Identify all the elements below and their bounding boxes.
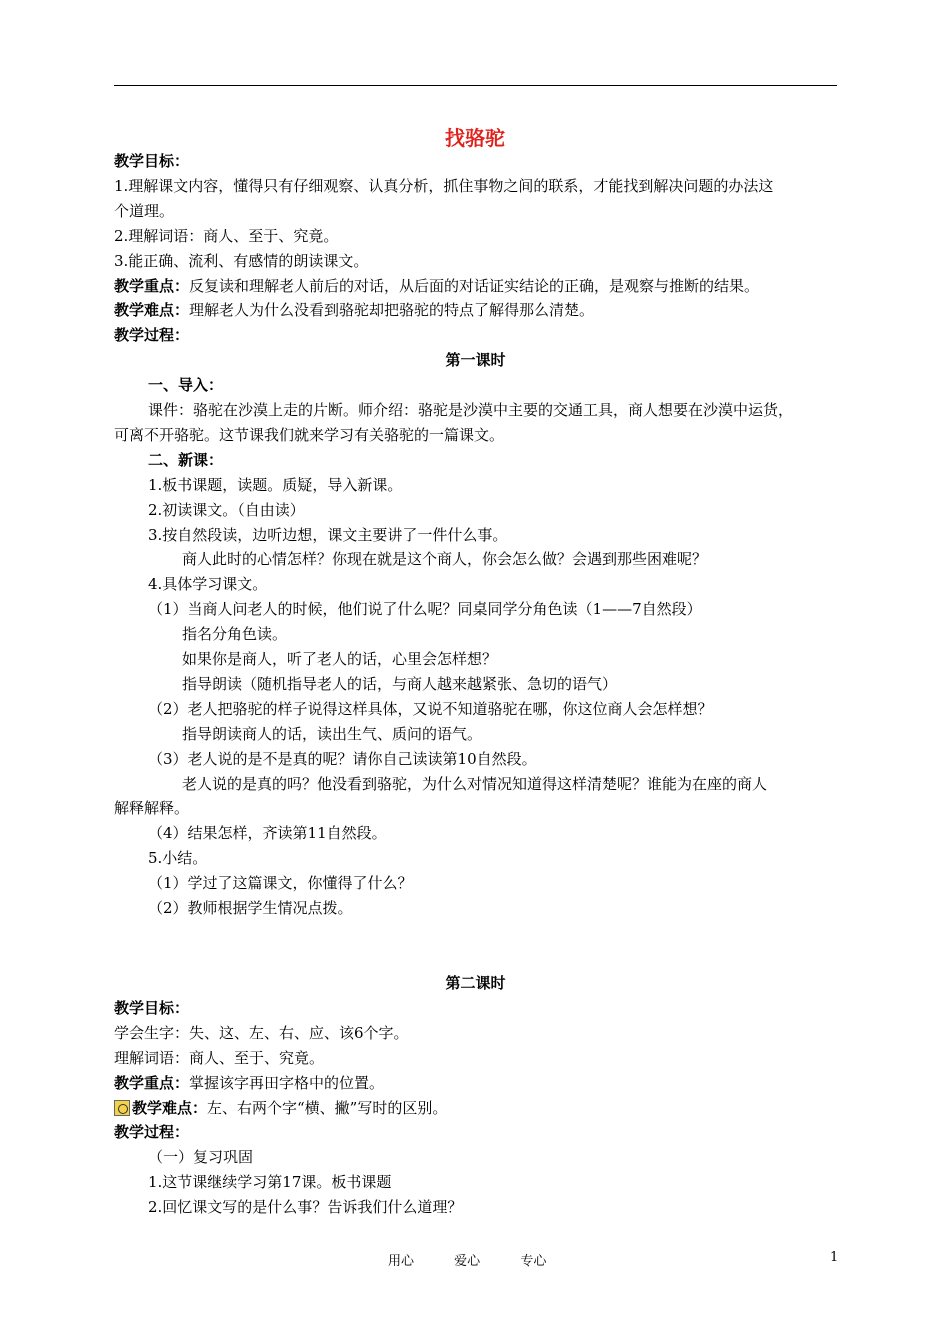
content: 商人此时的心情怎样？你现在就是这个商人，你会怎么做？会遇到那些困难呢？ [182,550,708,569]
label: 教学过程： [114,1123,190,1142]
content: 4.具体学习课文。 [148,575,268,594]
content: 3.按自然段读，边听边想，课文主要讲了一件什么事。 [148,525,508,544]
content: 掌握该字再田字格中的位置。 [189,1073,385,1092]
header-rule [114,85,837,86]
content: 学会生字：失、这、左、右、应、该6个字。 [114,1023,409,1042]
text-line [114,251,837,271]
label: 教学重点： [114,276,190,295]
text-line [114,400,871,420]
content: 如果你是商人，听了老人的话，心里会怎样想？ [182,650,498,668]
content: （3）老人说的是不是真的呢？请你自己读读第10自然段。 [148,749,537,768]
text-line [114,425,837,445]
text-line [114,375,871,395]
text-line [114,1147,871,1167]
text-line [114,1073,837,1093]
text-line [114,749,871,769]
text-line [114,276,837,296]
text-line [114,325,837,345]
text-line [114,201,837,221]
page-number: 1 [830,1250,839,1265]
text-line [114,151,837,171]
text-line [114,599,871,619]
content: 个道理。 [114,201,175,220]
section-heading: 第二课时 [445,974,506,992]
text-line [114,300,837,320]
text-line [114,774,905,794]
content: （4）结果怎样，齐读第11自然段。 [148,824,387,843]
text-line [114,873,871,893]
content: 指导朗读商人的话，读出生气、质问的语气。 [182,724,483,743]
text-line [114,549,905,569]
document-title: 找骆驼 [445,126,505,150]
text-line [114,525,871,545]
text-line [114,1172,871,1192]
text-line [114,1122,837,1142]
text-line [114,998,837,1018]
text-line [114,674,905,694]
text-line [114,624,905,644]
footer-item: 专心 [520,1254,547,1269]
content: 1.板书课题，读题。质疑，导入新课。 [148,475,403,494]
content: 老人说的是真的吗？他没看到骆驼，为什么对情况知道得这样清楚呢？谁能为在座的商人 [182,774,768,793]
label: 教学过程： [114,326,190,345]
content: 2.回忆课文写的是什么事？告诉我们什么道理？ [148,1198,463,1217]
content: 1.这节课继续学习第17课。板书课题 [148,1173,392,1192]
content: 2.理解词语：商人、至于、究竟。 [114,226,339,245]
text-line [114,1098,837,1118]
text-line [114,1023,837,1043]
footer-item: 用心 [388,1254,415,1269]
content: 2.初读课文。（自由读） [148,500,305,519]
content: 反复读和理解老人前后的对话，从后面的对话证实结论的正确，是观察与推断的结果。 [189,276,760,295]
content: （2）老人把骆驼的样子说得这样具体，又说不知道骆驼在哪，你这位商人会怎样想？ [148,699,713,718]
content: 指导朗读（随机指导老人的话，与商人越来越紧张、急切的语气） [182,674,618,693]
text-line [114,699,871,719]
content: 可离不开骆驼。这节课我们就来学习有关骆驼的一篇课文。 [114,425,505,444]
text-line [114,823,871,843]
label: 教学重点： [114,1073,190,1092]
text-line [114,176,837,196]
text-line [114,574,871,594]
content: 1.理解课文内容，懂得只有仔细观察、认真分析，抓住事物之间的联系，才能找到解决问题的办法这 [114,176,774,195]
note-icon [114,1100,130,1116]
footer-item: 爱心 [454,1254,481,1269]
content: 3.能正确、流利、有感情的朗读课文。 [114,251,369,270]
content: 解释解释。 [114,799,190,818]
label: 教学难点： [132,1098,208,1117]
text-line [114,898,871,918]
label: 教学难点： [114,301,190,320]
content: （1）学过了这篇课文，你懂得了什么？ [148,874,413,893]
label: 教学目标： [114,152,190,170]
content: 课件：骆驼在沙漠上走的片断。师介绍：骆驼是沙漠中主要的交通工具，商人想要在沙漠中运货， [148,401,794,419]
content: 理解词语：商人、至于、究竟。 [114,1048,325,1067]
section-heading: 第一课时 [445,351,506,370]
text-line [114,475,871,495]
text-line [114,500,871,520]
content: 左、右两个字“横、撇”写时的区别。 [207,1098,448,1117]
text-line [114,848,871,868]
text-line [114,798,837,818]
content: （一）复习巩固 [148,1148,254,1167]
text-line [114,1048,837,1068]
label: 二、新课： [148,450,224,469]
content: （2）教师根据学生情况点拨。 [148,899,353,917]
text-line [114,450,871,470]
label: 一、导入： [148,376,224,395]
text-line [114,724,905,744]
text-line [114,649,905,669]
label: 教学目标： [114,998,190,1017]
content: 5.小结。 [148,849,208,868]
text-line [114,226,837,246]
text-line [114,1197,871,1217]
content: （1）当商人问老人的时候，他们说了什么呢？同桌同学分角色读（1——7自然段） [148,600,702,619]
content: 指名分角色读。 [182,625,288,644]
footer-motto [388,1250,582,1269]
content: 理解老人为什么没看到骆驼却把骆驼的特点了解得那么清楚。 [189,301,595,320]
